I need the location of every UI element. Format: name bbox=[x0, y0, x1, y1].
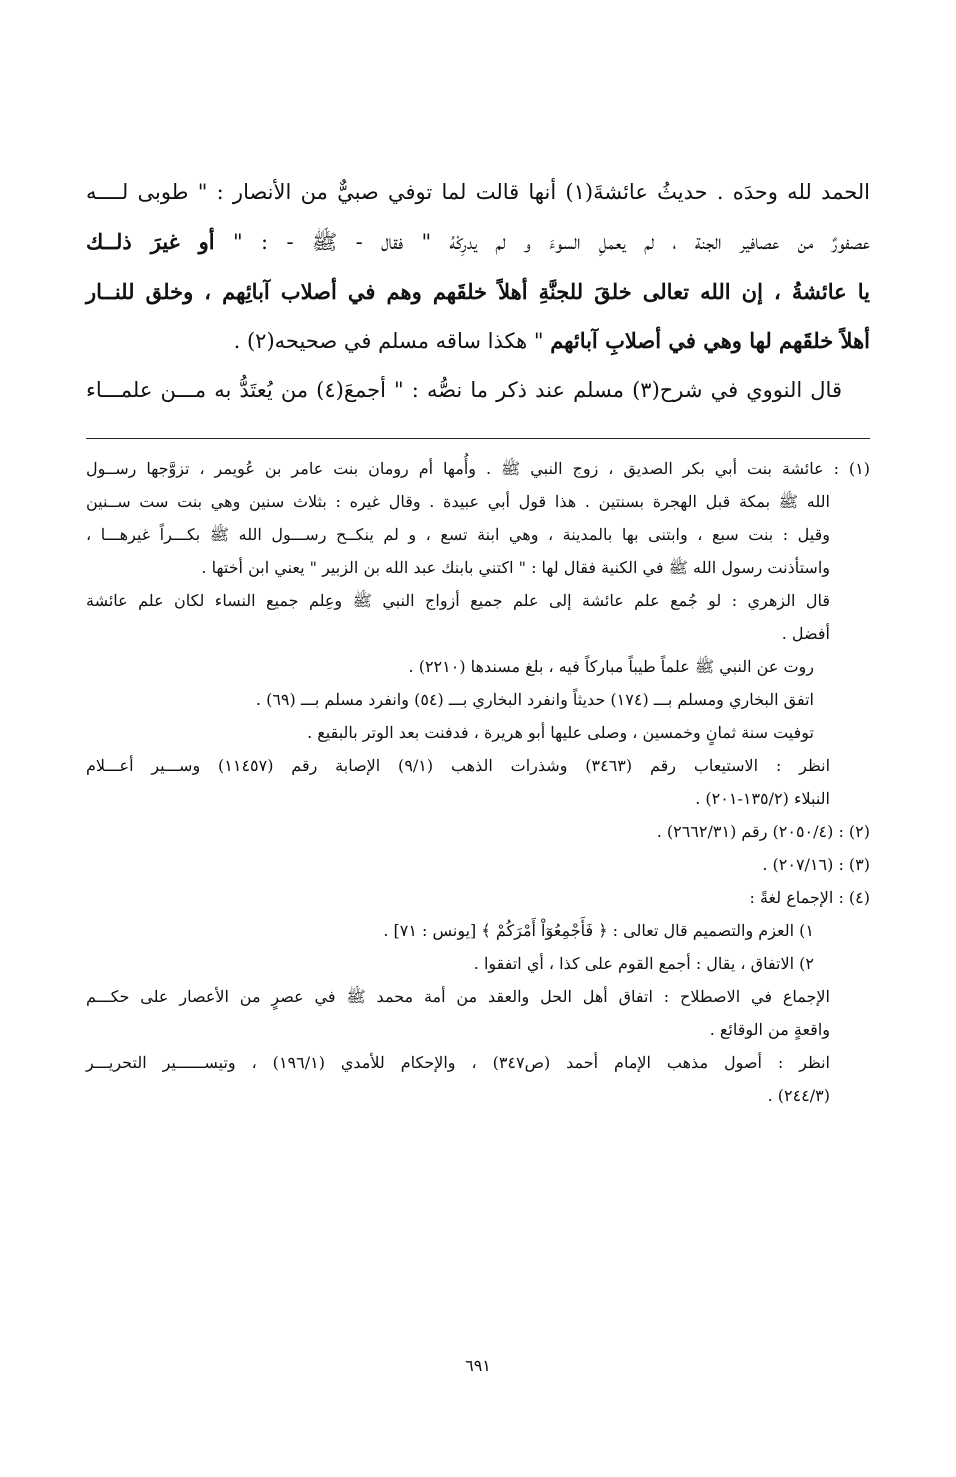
footnote-1-line: توفيت سنة ثمانٍ وخمسين ، وصلى عليها أبو هريرة ، فدفنت بعد الوتر بالبقيع . bbox=[307, 723, 814, 742]
footnote-2: (٢) : (٢٠٥٠/٤) رقم (٢٦٦٢/٣١) . bbox=[656, 822, 870, 841]
main-line-4 bbox=[86, 316, 870, 366]
footnote-1-line: انظر : الاستيعاب رقم (٣٤٦٣) وشذرات الذهب (٩/١) الإصابة رقم (١١٤٥٧) وســـير أعـــلام bbox=[86, 756, 831, 775]
footnote-4-line: واقعةٍ من الوقائع . bbox=[709, 1020, 830, 1039]
main-line-1: الحمد لله وحدَه . حديثُ عائشةَ(١) أنها قالت لما توفي صبيٌّ من الأنصار : " طوبى لــــه bbox=[86, 180, 870, 204]
footnote-4-item: ٢) الاتفاق ، يقال : أجمع القوم على كذا ، أي اتفقوا . bbox=[473, 954, 814, 973]
footnote-4-line: انظر : أصول مذهب الإمام أحمد (ص٣٤٧) ، والإحكام للأمدي (١٩٦/١) ، وتيســــــير التحريـــر bbox=[86, 1053, 831, 1072]
footnote-1-line: النبلاء (١٣٥/٢-٢٠١) . bbox=[695, 789, 830, 808]
main-line-4-text: " هكذا ساقه مسلم في صحيحه(٢) . bbox=[233, 329, 544, 353]
footnote-4-line: (٢٤٤/٣) . bbox=[767, 1086, 830, 1105]
footnote-1-line: اتفق البخاري ومسلم بـــ (١٧٤) حديثاً وانفرد البخاري بـــ (٥٤) وانفرد مسلم بـــ (٦٩) . bbox=[255, 690, 814, 709]
footnote-1-line: قال الزهري : لو جُمع علم عائشة إلى علم جميع أزواج النبي ﷺ وعِلم جميع النساء لكان علم عائشة bbox=[86, 591, 830, 610]
footnote-4: (٤) : الإجماع لغةً : bbox=[749, 888, 870, 907]
main-line-2 bbox=[86, 217, 870, 267]
footnote-1-line: واستأذنت رسول الله ﷺ في الكنية فقال لها : " اكتني بابنك عبد الله بن الزبير " يعني ابن أختها . bbox=[201, 558, 830, 577]
footnotes bbox=[86, 452, 870, 1112]
main-line-3: يا عائشةُ ، إن الله تعالى خلقَ للجنَّةِ أهلاً خلقَهم وهم في أصلاب آبائِهم ، وخلق للنــار bbox=[86, 279, 870, 304]
page-number: ٦٩١ bbox=[465, 1356, 491, 1375]
footnote-4-line: الإجماع في الاصطلاح : اتفاق أهل الحل والعقد من أمة محمد ﷺ في عصرٍ من الأعصار على حكـــم bbox=[86, 987, 830, 1006]
footnote-1-line: روت عن النبي ﷺ علماً طيباً مباركاً فيه ، بلغ مسندها (٢٢١٠) . bbox=[408, 657, 814, 676]
main-line-4-quote: أهلاً خلقَهم لها وهي في أصلابِ آبائهم bbox=[550, 328, 870, 353]
footnote-1-line: الله ﷺ بمكة قبل الهجرة بسنتين . هذا قول أبي عبيدة . وقال غيره : بثلاث سنين وهي بنت ست ســنين bbox=[86, 492, 830, 511]
footnote-1-line: أفضل . bbox=[781, 624, 830, 643]
main-line-2-quote: أو غيرَ ذلــك bbox=[86, 229, 215, 254]
footnote-separator bbox=[86, 438, 870, 439]
main-text bbox=[86, 168, 870, 415]
footnote-1-line: وقيل : بنت سبع ، وابتنى بها بالمدينة ، وهي ابنة تسع ، و لم ينكــح رســـول الله ﷺ بكـــراً غيرهـــا ، bbox=[86, 525, 830, 544]
main-line-5: قال النووي في شرح(٣) مسلم عند ذكر ما نصُّه : " أجمعَ(٤) من يُعتَدُّ به مـــن علمـــاء bbox=[86, 378, 842, 402]
footnote-4-item: ١) العزم والتصميم قال تعالى : ﴿ فَأَجْمِعُوٓاْ أَمْرَكُمْ ﴾ [يونس : ٧١] . bbox=[383, 921, 814, 940]
footnote-3: (٣) : (٢٠٧/١٦) . bbox=[762, 855, 870, 874]
footnote-1-line: (١) : عائشة بنت أبي بكر الصديق ، زوج النبي ﷺ . وأُمها أم رومان بنت عامر بن عُويمر ، تزوَّجها رســول bbox=[86, 459, 870, 478]
main-line-2-text: عصفورٌ من عصافير الجنة ، لم يعملِ السوءَ و لم يدرِكْهُ " فقال - ﷺ - : " bbox=[233, 230, 870, 254]
